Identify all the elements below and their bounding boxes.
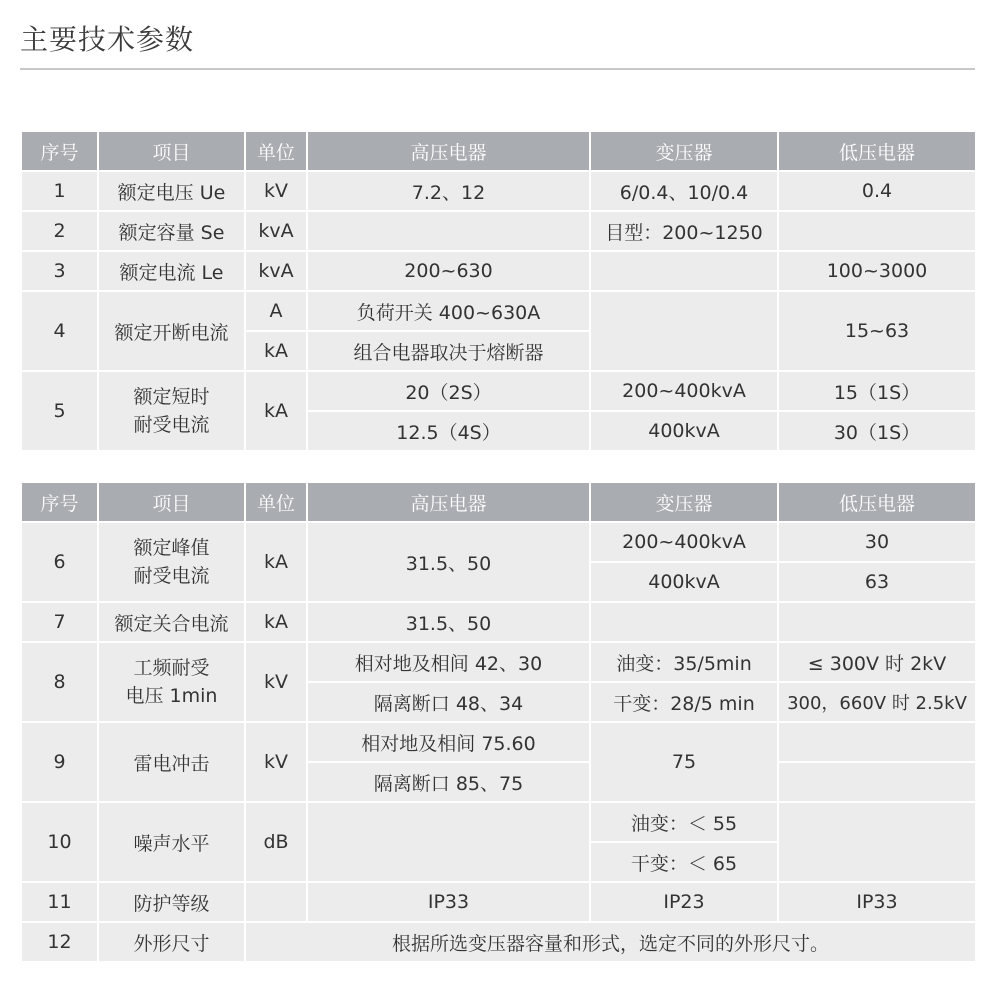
- header-index: 序号: [21, 131, 98, 171]
- cell-index: 1: [21, 171, 98, 211]
- table-row: [21, 211, 976, 251]
- cell-item: 额定电流 Le: [98, 251, 245, 291]
- cell-low-voltage: [778, 722, 976, 762]
- cell-index: 4: [21, 291, 98, 371]
- header-low-voltage: 低压电器: [778, 482, 976, 522]
- cell-low-voltage: ≤ 300V 时 2kV: [778, 642, 976, 682]
- cell-transformer: 75: [590, 722, 778, 802]
- header-unit: 单位: [245, 131, 307, 171]
- cell-high-voltage: 负荷开关 400~630A: [307, 291, 590, 331]
- cell-high-voltage: 隔离断口 48、34: [307, 682, 590, 722]
- cell-transformer: IP23: [590, 882, 778, 922]
- header-transformer: 变压器: [590, 131, 778, 171]
- cell-low-voltage: 15~63: [778, 291, 976, 371]
- table-row: [21, 251, 976, 291]
- cell-unit: dB: [245, 802, 307, 882]
- cell-description: 根据所选变压器容量和形式，选定不同的外形尺寸。: [245, 922, 976, 962]
- cell-high-voltage: IP33: [307, 882, 590, 922]
- spec-table-2: [20, 481, 977, 963]
- cell-item: [98, 522, 245, 602]
- cell-item-line: 耐受电流: [133, 414, 210, 436]
- cell-item: 噪声水平: [98, 802, 245, 882]
- cell-low-voltage: [778, 762, 976, 802]
- cell-transformer: 干变：＜ 65: [590, 842, 778, 882]
- table-row: [21, 171, 976, 211]
- cell-index: 2: [21, 211, 98, 251]
- cell-high-voltage: 组合电器取决于熔断器: [307, 331, 590, 371]
- header-high-voltage: 高压电器: [307, 131, 590, 171]
- cell-index: 8: [21, 642, 98, 722]
- cell-item: [98, 371, 245, 451]
- header-index: 序号: [21, 482, 98, 522]
- cell-transformer: 干变：28/5 min: [590, 682, 778, 722]
- cell-high-voltage: 12.5（4S）: [307, 411, 590, 451]
- cell-transformer: [590, 291, 778, 371]
- cell-unit: kA: [245, 371, 307, 451]
- cell-unit: kV: [245, 171, 307, 211]
- header-unit: 单位: [245, 482, 307, 522]
- cell-item: 额定容量 Se: [98, 211, 245, 251]
- cell-unit: kA: [245, 331, 307, 371]
- cell-index: 5: [21, 371, 98, 451]
- cell-low-voltage: IP33: [778, 882, 976, 922]
- cell-transformer: 6/0.4、10/0.4: [590, 171, 778, 211]
- cell-unit: kvA: [245, 251, 307, 291]
- cell-transformer: 目型：200~1250: [590, 211, 778, 251]
- title-divider: [20, 68, 975, 70]
- table-row: [21, 882, 976, 922]
- header-item: 项目: [98, 131, 245, 171]
- cell-high-voltage: 相对地及相间 75.60: [307, 722, 590, 762]
- cell-transformer: 400kvA: [590, 411, 778, 451]
- cell-low-voltage: [778, 602, 976, 642]
- cell-high-voltage: 隔离断口 85、75: [307, 762, 590, 802]
- header-item: 项目: [98, 482, 245, 522]
- cell-item-line: 额定峰值: [133, 537, 210, 559]
- cell-item: 雷电冲击: [98, 722, 245, 802]
- cell-index: 3: [21, 251, 98, 291]
- table-row: [21, 522, 976, 562]
- cell-low-voltage: 15（1S）: [778, 371, 976, 411]
- cell-unit: kA: [245, 522, 307, 602]
- cell-item-line: 电压 1min: [125, 685, 218, 707]
- cell-high-voltage: 相对地及相间 42、30: [307, 642, 590, 682]
- cell-transformer: 400kvA: [590, 562, 778, 602]
- cell-item: 外形尺寸: [98, 922, 245, 962]
- header-transformer: 变压器: [590, 482, 778, 522]
- cell-low-voltage: 300，660V 时 2.5kV: [778, 682, 976, 722]
- cell-low-voltage: [778, 211, 976, 251]
- header-high-voltage: 高压电器: [307, 482, 590, 522]
- cell-high-voltage: [307, 802, 590, 882]
- table-row: [21, 802, 976, 842]
- cell-unit: kvA: [245, 211, 307, 251]
- cell-high-voltage: 7.2、12: [307, 171, 590, 211]
- cell-high-voltage: 20（2S）: [307, 371, 590, 411]
- table-row: [21, 722, 976, 762]
- cell-unit: A: [245, 291, 307, 331]
- cell-item: 额定电压 Ue: [98, 171, 245, 211]
- cell-transformer: [590, 251, 778, 291]
- cell-index: 11: [21, 882, 98, 922]
- table-row: [21, 922, 976, 962]
- cell-unit: kA: [245, 602, 307, 642]
- table-row: [21, 642, 976, 682]
- cell-high-voltage: 31.5、50: [307, 522, 590, 602]
- cell-transformer: 油变：＜ 55: [590, 802, 778, 842]
- cell-transformer: [590, 602, 778, 642]
- cell-item: 防护等级: [98, 882, 245, 922]
- cell-low-voltage: 30（1S）: [778, 411, 976, 451]
- cell-unit: kV: [245, 722, 307, 802]
- table-row: [21, 291, 976, 331]
- cell-index: 12: [21, 922, 98, 962]
- table-row: [21, 602, 976, 642]
- page-title: 主要技术参数: [20, 23, 195, 56]
- table-header-row: [21, 131, 976, 171]
- cell-low-voltage: 100~3000: [778, 251, 976, 291]
- spec-table-1: [20, 130, 977, 452]
- cell-unit: [245, 882, 307, 922]
- cell-unit: kV: [245, 642, 307, 722]
- cell-transformer: 油变：35/5min: [590, 642, 778, 682]
- cell-index: 7: [21, 602, 98, 642]
- cell-low-voltage: 30: [778, 522, 976, 562]
- cell-high-voltage: [307, 211, 590, 251]
- cell-item: [98, 642, 245, 722]
- cell-item: 额定开断电流: [98, 291, 245, 371]
- cell-index: 6: [21, 522, 98, 602]
- cell-item-line: 耐受电流: [133, 565, 210, 587]
- cell-index: 9: [21, 722, 98, 802]
- cell-item: 额定关合电流: [98, 602, 245, 642]
- cell-item-line: 额定短时: [133, 386, 210, 408]
- table-header-row: [21, 482, 976, 522]
- cell-high-voltage: 200~630: [307, 251, 590, 291]
- cell-high-voltage: 31.5、50: [307, 602, 590, 642]
- cell-transformer: 200~400kvA: [590, 371, 778, 411]
- table-row: [21, 371, 976, 411]
- cell-transformer: 200~400kvA: [590, 522, 778, 562]
- cell-index: 10: [21, 802, 98, 882]
- cell-item-line: 工频耐受: [133, 657, 210, 679]
- cell-low-voltage: [778, 802, 976, 882]
- header-low-voltage: 低压电器: [778, 131, 976, 171]
- cell-low-voltage: 63: [778, 562, 976, 602]
- cell-low-voltage: 0.4: [778, 171, 976, 211]
